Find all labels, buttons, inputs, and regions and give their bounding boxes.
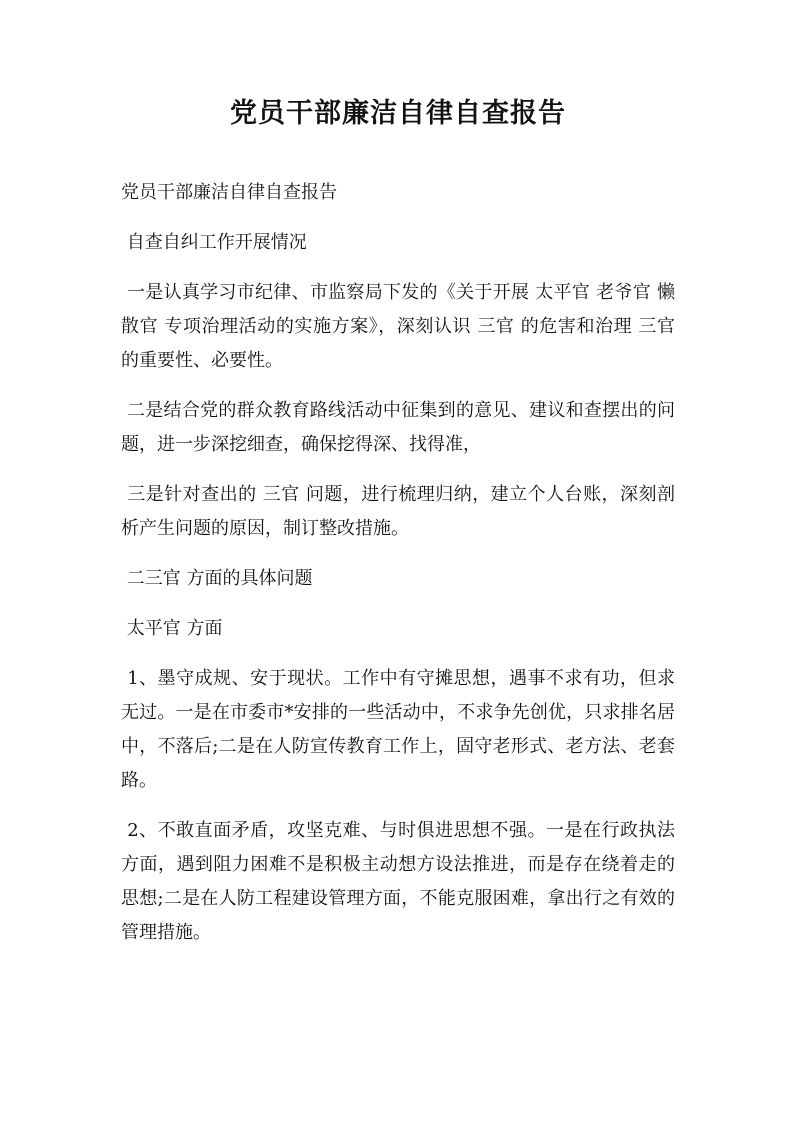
list-item-paragraph: 2、不敢直面矛盾，攻坚克难、与时俱进思想不强。一是在行政执法方面，遇到阻力困难不是积极主动想方设法推进，而是存在绕着走的思想;二是在人防工程建设管理方面，不能克服困难，拿出行之有效的管理措施。 <box>121 820 675 943</box>
body-paragraph: 二是结合党的群众教育路线活动中征集到的意见、建议和查摆出的问题，进一步深挖细查，确保挖得深、找得准， <box>121 400 675 455</box>
section-heading-problems: 二三官 方面的具体问题 <box>121 568 313 589</box>
list-item-paragraph: 1、墨守成规、安于现状。工作中有守摊思想，遇事不求有功，但求无过。一是在市委市*安排的一些活动中，不求争先创优，只求排名居中，不落后;二是在人防宣传教育工作上，固守老形式、老方法、老套路。 <box>121 668 675 791</box>
body-paragraph: 三是针对查出的 三官 问题，进行梳理归纳，建立个人台账，深刻剖析产生问题的原因，制订整改措施。 <box>121 484 675 539</box>
section-heading-self-check: 自查自纠工作开展情况 <box>121 232 307 253</box>
document-title: 党员干部廉洁自律自查报告 <box>230 98 566 129</box>
subtitle-paragraph: 党员干部廉洁自律自查报告 <box>121 182 337 203</box>
body-paragraph: 一是认真学习市纪律、市监察局下发的《关于开展 太平官 老爷官 懒散官 专项治理活动的实施方案》，深刻认识 三官 的危害和治理 三官 的重要性、必要性。 <box>121 282 681 371</box>
subsection-heading: 太平官 方面 <box>121 618 223 639</box>
